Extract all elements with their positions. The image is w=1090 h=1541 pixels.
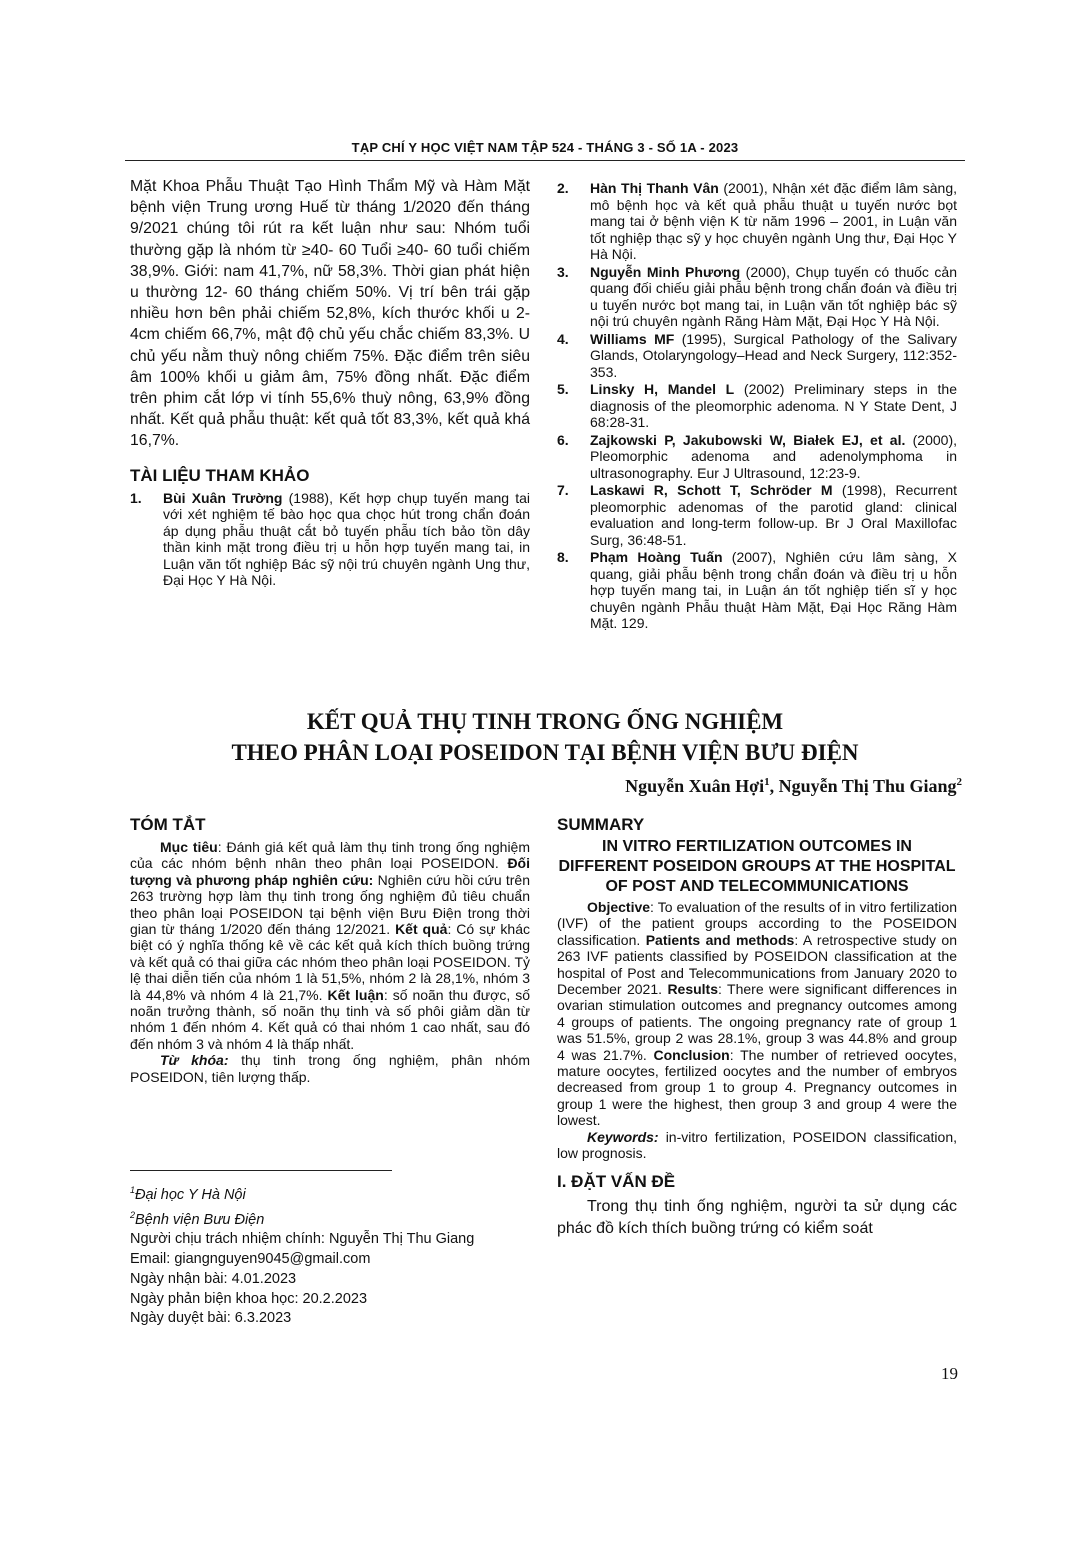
date-approved: Ngày duyệt bài: 6.3.2023 (130, 1310, 292, 1327)
abstract-english (557, 815, 957, 1240)
tomtat-body: Mục tiêu: Đánh giá kết quả làm thụ tinh trong ống nghiệm của các nhóm bệnh nhân theo phân loại POSEIDON. Đối tượng và phương pháp nghiên cứu: Nghiên cứu hồi cứu trên 263 trường hợp làm thụ tinh trong ống nghiệm đủ tiêu chuẩn theo phân loại POSEIDON tại bệnh viện Bưu Điện trong thời gian từ tháng 1/2020 đến tháng 12/2021. Kết quả: Có sự khác biệt có ý nghĩa thống kê về các kết quả kích thích buồng trứng và kết quả có thai giữa các nhóm theo phân loại POSEIDON. Tỷ lệ thai diễn tiến của nhóm 1 là 51,5%, nhóm 2 là 28,1%, nhóm 3 là 44,8% và nhóm 4 là 21,7%. Kết luận: số noãn thu được, số noãn trưởng thành, số noãn thụ tinh và số phôi giảm dần từ nhóm 1 đến nhóm 4. Kết quả có thai nhóm 1 cao nhất, sau đó đến nhóm 3 và nhóm 4 là thấp nhất. (130, 839, 531, 1052)
reference-item: 4. Williams MF (1995), Surgical Pathology of the Salivary Glands, Otolaryngology–Head and Neck Surgery, 112:352-353. (557, 330, 957, 380)
corresponding-email: Email: giangnguyen9045@gmail.com (130, 1251, 371, 1268)
reference-item: 7. Laskawi R, Schott T, Schröder M (1998), Recurrent pleomorphic adenomas of the parotid gland: clinical evaluation and long-term follow-up. Br J Oral Maxillofac Surg, 36:48-51. (557, 482, 957, 548)
article-title-line-1: KẾT QUẢ THỤ TINH TRONG ỐNG NGHIỆM (306, 709, 784, 734)
page-number: 19 (941, 1364, 958, 1383)
reference-item: 2. Hàn Thị Thanh Vân (2001), Nhận xét đặc điểm lâm sàng, mô bệnh học và kết quả phẫu thuật u tuyến nước bọt mang tai ở bệnh viện K từ năm 1996 – 2001, in Luận văn tốt nghiệp thạc sỹ y học chuyên ngành Ung thư, Đại Học Y Hà Nội. (557, 180, 957, 262)
tomtat-heading: TÓM TẮT (130, 815, 206, 834)
affiliation-2: $^2$Bệnh viện Bưu Điện (130, 1209, 265, 1228)
reference-item: 5. Linsky H, Mandel L (2002) Preliminary steps in the diagnosis of the pleomorphic adenoma. N Y State Dent, J 68:28-31. (557, 381, 957, 430)
article-authors: Nguyễn Xuân Hợi$^1$, Nguyễn Thị Thu Giang$^2$ (625, 776, 962, 796)
references-list-left (130, 490, 530, 589)
reference-item: 1. Bùi Xuân Trường (1988), Kết hợp chụp tuyến mang tai với xét nghiệm tế bào học qua chọc hút trong chẩn đoán áp dụng phẫu thuật cắt bỏ tuyến phẫu tích bảo tồn dây thần kinh mặt trong điều trị u hỗn hợp tuyến mang tai, in Luận văn tốt nghiệp Bác sỹ nội trú chuyên ngành Ung thư, Đại Học Y Hà Nội. (130, 489, 530, 589)
article-title-line-2: THEO PHÂN LOẠI POSEIDON TẠI BỆNH VIỆN BƯU ĐIỆN (231, 740, 859, 765)
references-heading: TÀI LIỆU THAM KHẢO (130, 465, 310, 485)
references-list-right (557, 180, 957, 632)
previous-article-conclusion: Mặt Khoa Phẫu Thuật Tạo Hình Thẩm Mỹ và Hàm Mặt bệnh viện Trung ương Huế từ tháng 1/2020 đến tháng 9/2021 chúng tôi rút ra kết luận như sau: Nhóm tuổi thường gặp là nhóm từ ≥40- 60 Tuổi ≥40- 60 tuổi chiếm 38,9%. Giới: nam 41,7%, nữ 58,3%. Thời gian phát hiện u thường 12- 60 tháng chiếm 50%. Vị trí bên trái gặp nhiều hơn bên phải chiếm 52,8%, kích thước khối u 2-4cm chiếm 66,7%, mật độ chủ yếu chắc chiếm 83,3%. U chủ yếu nằm thuỳ nông chiếm 75%. Đặc điểm trên siêu âm 100% khối u giảm âm, 75% đồng nhất. Đặc điểm trên phim cắt lớp vi tính 55,6% thuỳ nông, 63,9% đồng nhất. Kết quả phẫu thuật: kết quả tốt 83,3%, kết quả khá 16,7%. (130, 178, 530, 450)
reference-item: 3. Nguyễn Minh Phương (2000), Chụp tuyến có thuốc cản quang đối chiếu giải phẫu bệnh trong chẩn đoán và điều trị u tuyến nước bọt mang tai, in Luận văn tốt nghiệp bác sỹ nội trú chuyên ngành Răng Hàm Mặt, Đại Học Y Hà Nội. (557, 263, 957, 329)
previous-article-left-column (130, 176, 530, 590)
summary-keywords: Keywords: in-vitro fertilization, POSEIDON classification, low prognosis. (557, 1128, 957, 1162)
author-2-affiliation: 2 (956, 776, 962, 788)
date-received: Ngày nhận bài: 4.01.2023 (130, 1270, 297, 1287)
author-2: Nguyễn Thị Thu Giang (778, 776, 957, 796)
author-1: Nguyễn Xuân Hợi (625, 776, 765, 796)
article-title (130, 706, 960, 768)
journal-header: TẠP CHÍ Y HỌC VIỆT NAM TẬP 524 - THÁNG 3 - SỐ 1A - 2023 (351, 140, 739, 155)
introduction-heading: I. ĐẶT VẤN ĐỀ (557, 1171, 676, 1191)
date-reviewed: Ngày phản biện khoa học: 20.2.2023 (130, 1290, 368, 1307)
header-divider (125, 160, 965, 161)
author-1-affiliation: 1 (764, 776, 770, 788)
footnote-divider (130, 1170, 392, 1171)
footnotes (130, 1181, 530, 1329)
tomtat-keywords: Từ khóa: thụ tinh trong ống nghiệm, phân nhóm POSEIDON, tiên lượng thấp. (130, 1052, 530, 1085)
summary-heading: SUMMARY (557, 815, 645, 834)
affiliation-1: $^1$Đại học Y Hà Nội (130, 1185, 246, 1203)
summary-body: Objective: To evaluation of the results of in vitro fertilization (IVF) of the patient groups according to the POSEIDON classification. Patients and methods: A retrospective study on 263 IVF patients classified by POSEIDON classification at the hospital of Post and Telecommunications from January 2020 to December 2021. Results: There were significant differences in ovarian stimulation outcomes and pregnancy outcomes among 4 groups of patients. The ongoing pregnancy rate of group 1 was 51.5%, group 2 was 28.1%, group 3 was 44.8% and group 4 was 21.7%. Conclusion: The number of retrieved oocytes, mature oocytes, fertilized oocytes and the number of embryos decreased from group 1 to group 4. Pregnancy outcomes in group 1 were the highest, then group 3 and group 4 were the lowest. (557, 899, 958, 1129)
introduction-text: Trong thụ tinh ống nghiệm, người ta sử dụng các phác đồ kích thích buồng trứng có kiểm soát (557, 1197, 957, 1237)
reference-item: 6. Zajkowski P, Jakubowski W, Białek EJ, et al. (2000), Pleomorphic adenoma and adenolymphoma in ultrasonography. Eur J Ultrasound, 12:23-9. (557, 431, 957, 481)
corresponding-author: Người chịu trách nhiệm chính: Nguyễn Thị Thu Giang (130, 1231, 475, 1248)
summary-title: IN VITRO FERTILIZATION OUTCOMES IN DIFFERENT POSEIDON GROUPS AT THE HOSPITAL OF POST AND TELECOMMUNICATIONS (558, 838, 956, 895)
abstract-vietnamese (130, 815, 530, 1085)
previous-article-right-column (557, 180, 957, 633)
reference-item: 8. Phạm Hoàng Tuấn (2007), Nghiên cứu lâm sàng, X quang, giải phẫu bệnh trong chẩn đoán và điều trị u hỗn hợp tuyến mang tai, in Luận án tốt nghiệp tiến sĩ y học chuyên ngành Phẫu thuật Hàm Mặt, Đại Học Răng Hàm Mặt. 129. (557, 549, 958, 631)
